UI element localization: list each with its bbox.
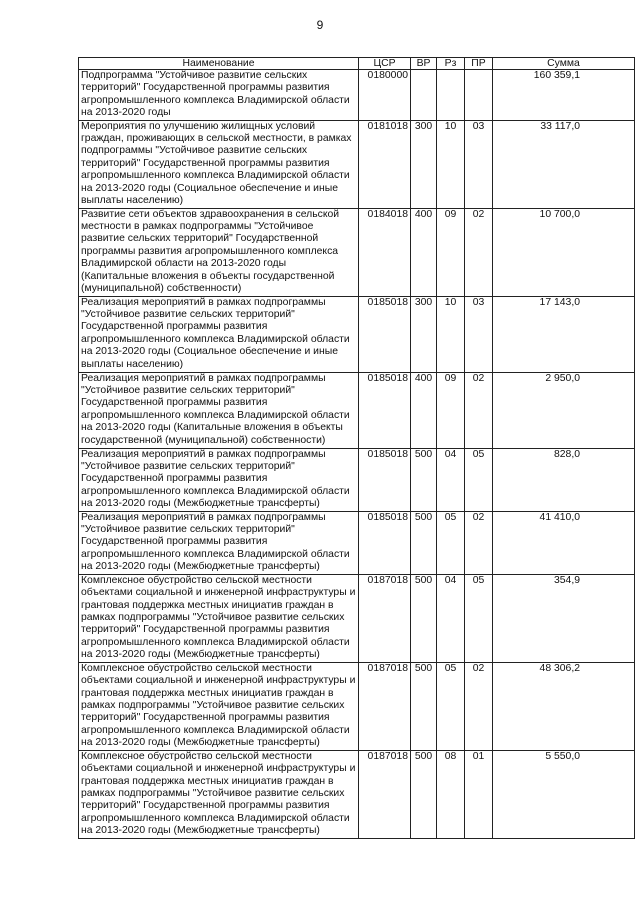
row-name: Комплексное обустройство сельской местности объектами социальной и инженерной инфраструктуры и грантовая поддержка местных инициатив граждан в рамках подпрограммы "Устойчивое развитие сельских территорий" Государственной программы развития агропромышленного комплекса Владимирской области на 2013-2020 годы (Межбюджетные трансферты) (79, 750, 359, 838)
row-sum: 10 700,0 (493, 208, 635, 296)
row-csr: 0185018 (359, 511, 411, 574)
row-rz: 10 (437, 296, 465, 372)
row-csr: 0181018 (359, 120, 411, 208)
row-csr: 0187018 (359, 662, 411, 750)
row-pr: 05 (465, 574, 493, 662)
row-sum: 2 950,0 (493, 372, 635, 448)
budget-table (78, 57, 635, 839)
row-pr (465, 70, 493, 121)
row-vr: 500 (411, 448, 437, 511)
row-sum: 828,0 (493, 448, 635, 511)
row-name: Подпрограмма "Устойчивое развитие сельских территорий" Государственной программы развития агропромышленного комплекса Владимирской области на 2013-2020 годы (79, 70, 359, 121)
row-pr: 05 (465, 448, 493, 511)
row-pr: 02 (465, 372, 493, 448)
row-rz: 04 (437, 448, 465, 511)
row-rz: 09 (437, 372, 465, 448)
row-rz: 08 (437, 750, 465, 838)
row-sum: 48 306,2 (493, 662, 635, 750)
row-pr: 03 (465, 296, 493, 372)
row-rz: 05 (437, 511, 465, 574)
row-name: Мероприятия по улучшению жилищных условий граждан, проживающих в сельской местности, в рамках подпрограммы "Устойчивое развитие сельских территорий" Государственной программы развития агропромышленного комплекса Владимирской области на 2013-2020 годы (Социальное обеспечение и иные выплаты населению) (79, 120, 359, 208)
row-pr: 02 (465, 662, 493, 750)
table-row (79, 750, 635, 838)
row-pr: 02 (465, 208, 493, 296)
row-vr: 400 (411, 372, 437, 448)
row-csr: 0185018 (359, 448, 411, 511)
table-row (79, 70, 635, 121)
header-name: Наименование (79, 58, 359, 70)
page-number: 9 (316, 18, 324, 32)
table-row (79, 511, 635, 574)
row-csr: 0185018 (359, 296, 411, 372)
header-sum: Сумма (493, 58, 635, 70)
row-vr: 300 (411, 296, 437, 372)
row-sum: 17 143,0 (493, 296, 635, 372)
row-rz: 09 (437, 208, 465, 296)
row-name: Реализация мероприятий в рамках подпрограммы "Устойчивое развитие сельских территорий" Государственной программы развития агропромышленного комплекса Владимирской области на 2013-2020 годы (Межбюджетные трансферты) (79, 448, 359, 511)
header-rz: Рз (437, 58, 465, 70)
row-pr: 03 (465, 120, 493, 208)
row-name: Комплексное обустройство сельской местности объектами социальной и инженерной инфраструктуры и грантовая поддержка местных инициатив граждан в рамках подпрограммы "Устойчивое развитие сельских территорий" Государственной программы развития агропромышленного комплекса Владимирской области на 2013-2020 годы (Межбюджетные трансферты) (79, 574, 359, 662)
row-vr: 300 (411, 120, 437, 208)
row-pr: 02 (465, 511, 493, 574)
row-csr: 0184018 (359, 208, 411, 296)
table-row (79, 574, 635, 662)
row-sum: 160 359,1 (493, 70, 635, 121)
row-name: Реализация мероприятий в рамках подпрограммы "Устойчивое развитие сельских территорий" Государственной программы развития агропромышленного комплекса Владимирской области на 2013-2020 годы (Социальное обеспечение и иные выплаты населению) (79, 296, 359, 372)
row-rz: 04 (437, 574, 465, 662)
row-vr: 500 (411, 662, 437, 750)
row-sum: 354,9 (493, 574, 635, 662)
row-name: Комплексное обустройство сельской местности объектами социальной и инженерной инфраструктуры и грантовая поддержка местных инициатив граждан в рамках подпрограммы "Устойчивое развитие сельских территорий" Государственной программы развития агропромышленного комплекса Владимирской области на 2013-2020 годы (Межбюджетные трансферты) (79, 662, 359, 750)
table-row (79, 662, 635, 750)
row-csr: 0180000 (359, 70, 411, 121)
row-name: Реализация мероприятий в рамках подпрограммы "Устойчивое развитие сельских территорий" Государственной программы развития агропромышленного комплекса Владимирской области на 2013-2020 годы (Межбюджетные трансферты) (79, 511, 359, 574)
row-rz (437, 70, 465, 121)
row-sum: 5 550,0 (493, 750, 635, 838)
row-vr: 500 (411, 750, 437, 838)
row-vr: 500 (411, 574, 437, 662)
row-vr: 500 (411, 511, 437, 574)
table-row (79, 120, 635, 208)
row-csr: 0185018 (359, 372, 411, 448)
row-sum: 41 410,0 (493, 511, 635, 574)
table-row (79, 372, 635, 448)
table-row (79, 208, 635, 296)
header-pr: ПР (465, 58, 493, 70)
row-name: Реализация мероприятий в рамках подпрограммы "Устойчивое развитие сельских территорий" Государственной программы развития агропромышленного комплекса Владимирской области на 2013-2020 годы (Капитальные вложения в объекты государственной (муниципальной) собственности) (79, 372, 359, 448)
table-row (79, 296, 635, 372)
row-csr: 0187018 (359, 750, 411, 838)
table-row (79, 448, 635, 511)
table-header-row (79, 58, 635, 70)
row-name: Развитие сети объектов здравоохранения в сельской местности в рамках подпрограммы "Устойчивое развитие сельских территорий" Государственной программы развития агропромышленного комплекса Владимирской области на 2013-2020 годы (Капитальные вложения в объекты государственной (муниципальной) собственности) (79, 208, 359, 296)
row-pr: 01 (465, 750, 493, 838)
row-vr: 400 (411, 208, 437, 296)
header-csr: ЦСР (359, 58, 411, 70)
row-sum: 33 117,0 (493, 120, 635, 208)
row-csr: 0187018 (359, 574, 411, 662)
row-vr (411, 70, 437, 121)
row-rz: 05 (437, 662, 465, 750)
header-vr: ВР (411, 58, 437, 70)
row-rz: 10 (437, 120, 465, 208)
